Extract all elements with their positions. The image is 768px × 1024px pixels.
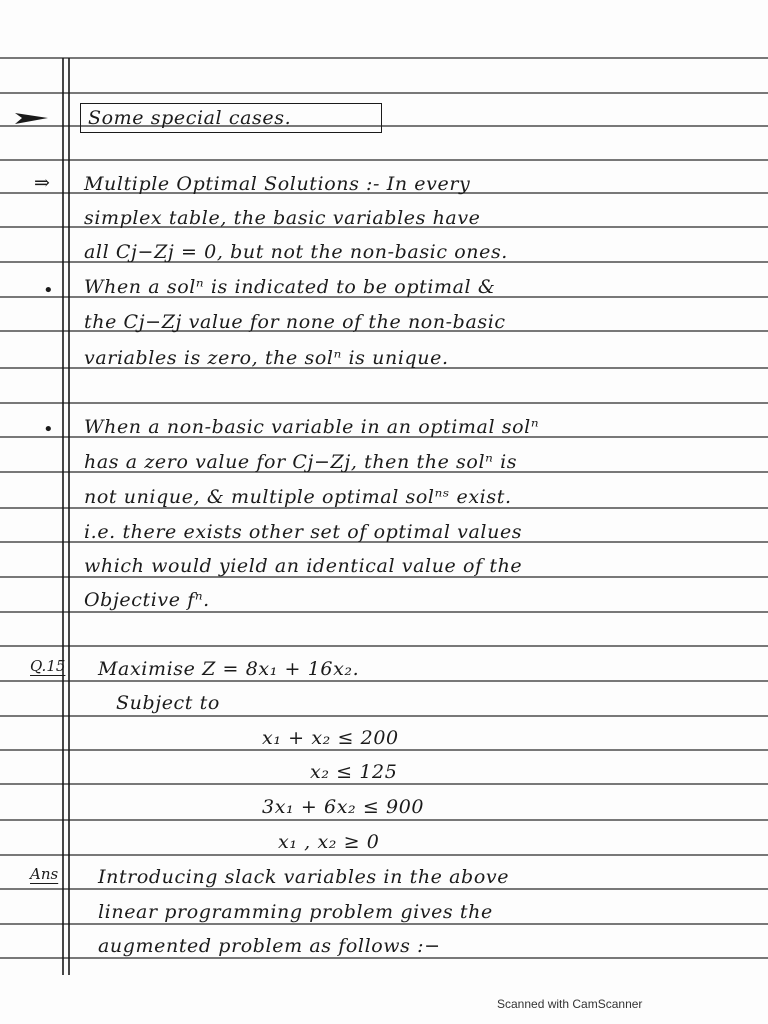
implies-arrow-icon: ⇒ bbox=[34, 172, 51, 194]
page-heading: Some special cases. bbox=[88, 107, 292, 129]
objective-function: Maximise Z = 8x₁ + 16x₂. bbox=[98, 658, 360, 680]
question-label: Q.15 bbox=[30, 657, 66, 675]
text-line: variables is zero, the solⁿ is unique. bbox=[84, 347, 449, 369]
text-line: When a non-basic variable in an optimal solⁿ bbox=[84, 416, 540, 438]
constraint: x₁ , x₂ ≥ 0 bbox=[278, 831, 380, 853]
text-line: has a zero value for Cj−Zj, then the solⁿ is bbox=[84, 451, 518, 473]
scanner-watermark: Scanned with CamScanner bbox=[497, 997, 643, 1011]
text-line: When a solⁿ is indicated to be optimal & bbox=[84, 276, 496, 298]
answer-label: Ans bbox=[30, 865, 59, 883]
answer-line: augmented problem as follows :− bbox=[98, 935, 441, 957]
constraint: x₁ + x₂ ≤ 200 bbox=[262, 727, 399, 749]
text-line: which would yield an identical value of the bbox=[84, 555, 523, 577]
text-line: not unique, & multiple optimal solⁿˢ exist. bbox=[84, 486, 512, 508]
text-line: the Cj−Zj value for none of the non-basic bbox=[84, 311, 506, 333]
text-line: all Cj−Zj = 0, but not the non-basic ones. bbox=[84, 241, 508, 263]
answer-line: linear programming problem gives the bbox=[98, 901, 493, 923]
text-line: Multiple Optimal Solutions :- In every bbox=[84, 173, 471, 195]
constraint: 3x₁ + 6x₂ ≤ 900 bbox=[262, 796, 425, 818]
bullet-icon: • bbox=[43, 419, 54, 440]
answer-line: Introducing slack variables in the above bbox=[98, 866, 510, 888]
text-line: Objective fⁿ. bbox=[84, 589, 210, 611]
text-line: simplex table, the basic variables have bbox=[84, 207, 481, 229]
constraint: x₂ ≤ 125 bbox=[310, 761, 398, 783]
pointer-arrow-icon bbox=[15, 113, 48, 124]
bullet-icon: • bbox=[43, 280, 54, 301]
subject-to-label: Subject to bbox=[116, 692, 220, 714]
text-line: i.e. there exists other set of optimal values bbox=[84, 521, 523, 543]
